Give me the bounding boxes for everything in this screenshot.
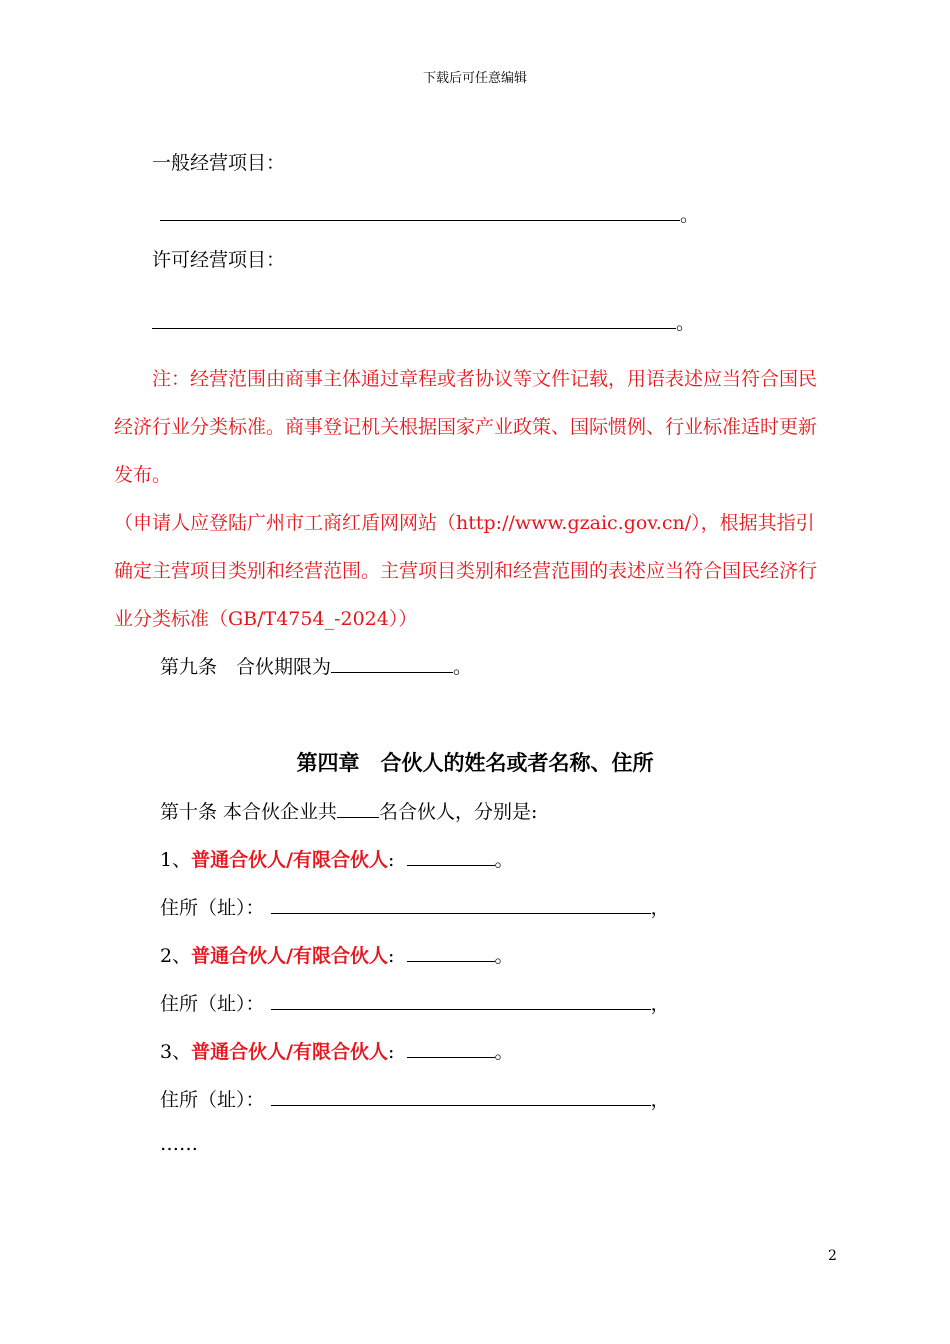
partner-2-end: 。 — [494, 945, 514, 967]
note-line-5: 确定主营项目类别和经营范围。主营项目类别和经营范围的表述应当符合国民经济行 — [114, 560, 818, 582]
partner-2-address-blank — [271, 993, 651, 1010]
licensed-scope-blank — [152, 312, 676, 329]
partner-3-address-blank — [271, 1089, 651, 1106]
licensed-scope-end: 。 — [676, 312, 696, 334]
general-scope-end: 。 — [680, 204, 700, 226]
article-10 — [160, 797, 537, 824]
licensed-scope-label: 许可经营项目： — [152, 249, 286, 271]
partner-1-colon: : — [388, 849, 395, 871]
note-line-1: 注：经营范围由商事主体通过章程或者协议等文件记载，用语表述应当符合国民 — [152, 368, 818, 390]
note-line-3: 发布。 — [114, 464, 172, 486]
partner-3-end: 。 — [494, 1041, 514, 1063]
partner-3-colon: : — [388, 1041, 395, 1063]
partner-3-address-label: 住所（址）： — [160, 1089, 265, 1111]
partner-2-number: 2、 — [160, 945, 192, 967]
partner-3-address-end: ， — [650, 1089, 670, 1111]
note-line-4: （申请人应登陆广州市工商红盾网网站（http://www.gzaic.gov.cn/），根据其指引 — [114, 512, 815, 534]
article-9-prefix: 第九条 合伙期限为 — [160, 656, 332, 678]
partner-1-number: 1、 — [160, 849, 192, 871]
note-line-2: 经济行业分类标准。商事登记机关根据国家产业政策、国际惯例、行业标准适时更新 — [114, 416, 818, 438]
partner-1-address-end: ， — [650, 897, 670, 919]
licensed-scope-line — [152, 308, 695, 335]
partner-3-line — [160, 1037, 514, 1064]
article-9 — [160, 652, 472, 679]
partner-2-address-label: 住所（址）： — [160, 993, 265, 1015]
partner-3-type: 普通合伙人/有限合伙人 — [191, 1041, 389, 1063]
general-scope-blank — [160, 204, 680, 221]
partner-1-type: 普通合伙人/有限合伙人 — [191, 849, 389, 871]
partner-3-address-line — [160, 1085, 670, 1112]
partner-1-end: 。 — [494, 849, 514, 871]
article-9-suffix: 。 — [453, 656, 473, 678]
partner-1-address-line — [160, 893, 670, 920]
partner-3-name-blank — [407, 1041, 495, 1058]
note-line-6: 业分类标准（GB/T4754_-2024）） — [114, 608, 418, 630]
page-number: 2 — [828, 1248, 837, 1264]
page-header: 下载后可任意编辑 — [422, 71, 527, 86]
general-scope-label: 一般经营项目： — [152, 152, 286, 174]
term-blank — [331, 656, 453, 673]
chapter-4-title: 第四章 合伙人的姓名或者名称、住所 — [296, 751, 654, 775]
partner-2-type: 普通合伙人/有限合伙人 — [191, 945, 389, 967]
partner-1-name-blank — [407, 849, 495, 866]
partner-count-blank — [337, 801, 379, 818]
partner-1-address-label: 住所（址）： — [160, 897, 265, 919]
partner-2-address-end: ， — [650, 993, 670, 1015]
partner-2-name-blank — [407, 945, 495, 962]
article-10-prefix: 第十条 本合伙企业共 — [160, 801, 338, 823]
partner-1-line — [160, 845, 514, 872]
general-scope-line — [160, 200, 699, 227]
partner-1-address-blank — [271, 897, 651, 914]
partner-2-address-line — [160, 989, 670, 1016]
partner-3-number: 3、 — [160, 1041, 192, 1063]
article-10-suffix: 名合伙人，分别是: — [379, 801, 538, 823]
partner-2-colon: : — [388, 945, 395, 967]
ellipsis: …… — [160, 1133, 198, 1155]
partner-2-line — [160, 941, 514, 968]
